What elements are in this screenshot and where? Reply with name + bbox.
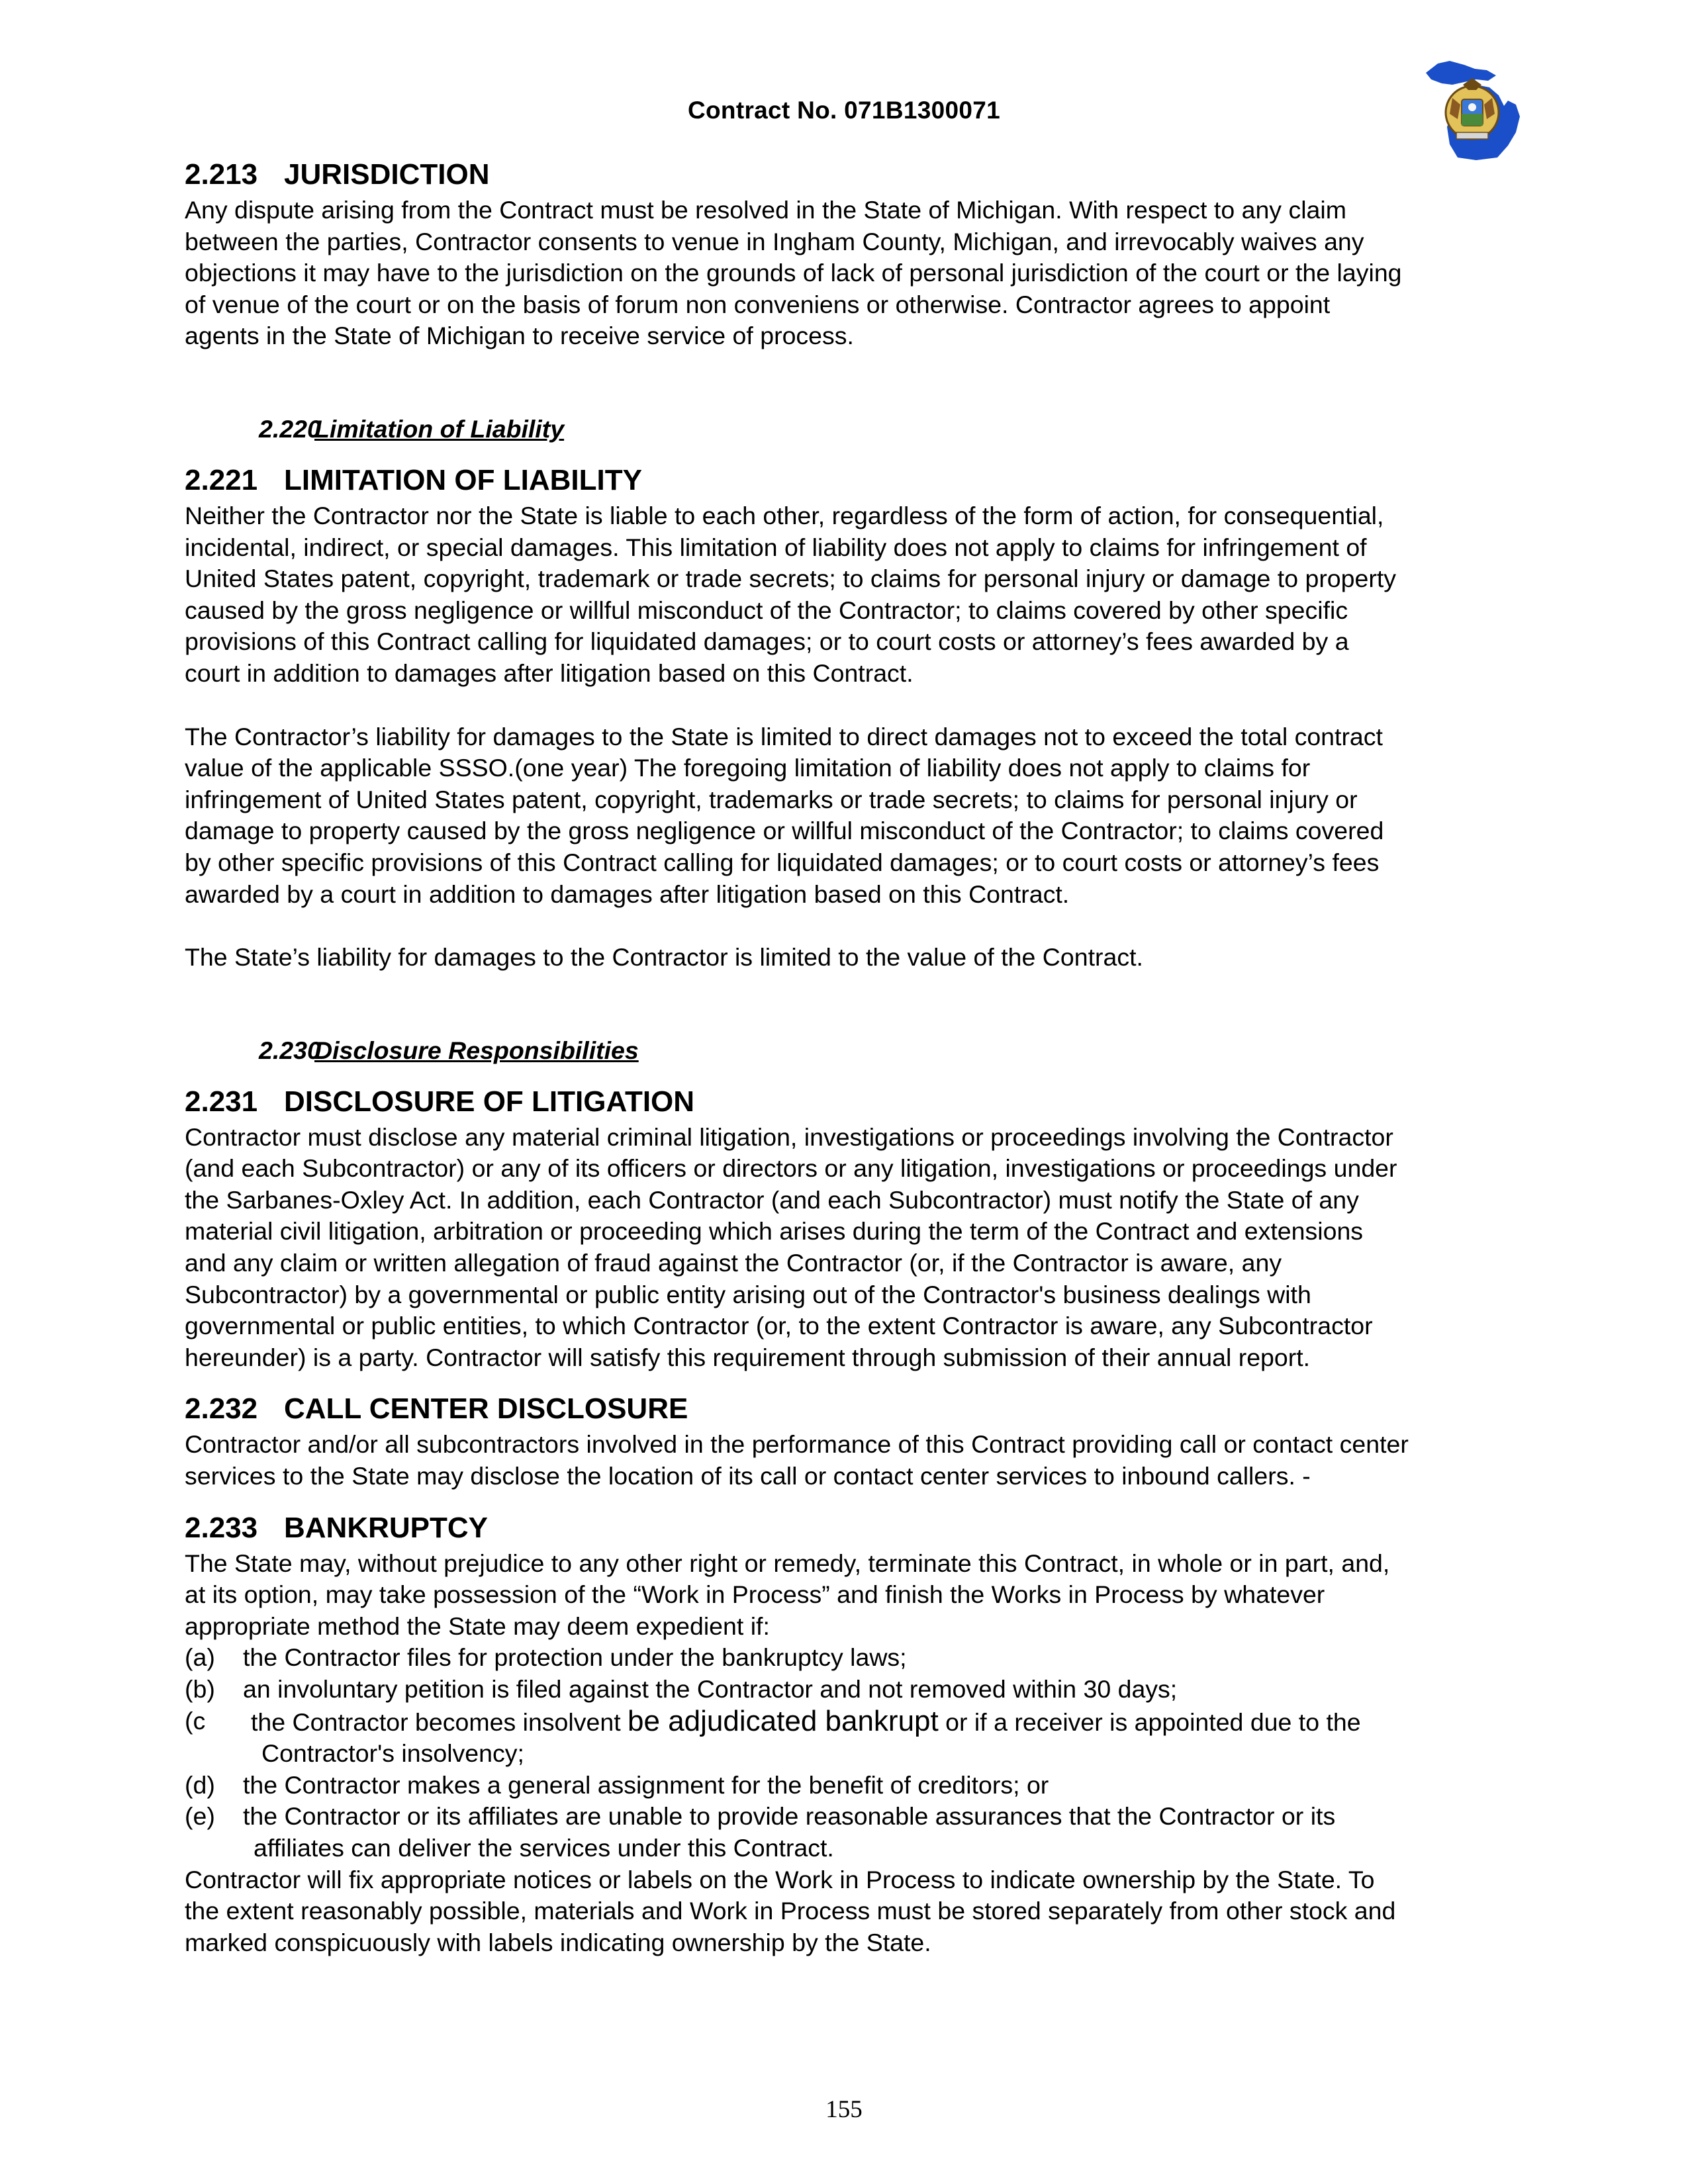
- section-heading-2-233: 2.233 BANKRUPTCY: [185, 1511, 488, 1544]
- limitation-paragraph-1: Neither the Contractor nor the State is liable to each other, regardless of the form of action, for consequential, incidental, indirect, or special damages. This limitation of liability does not apply to claims for infringement of United States patent, copyright, trademark or trade secrets; to claims for personal injury or damage to property caused by the gross negligence or willful misconduct of the Contractor; to claims covered by other specific provisions of this Contract calling for liquidated damages; or to court costs or attorney’s fees awarded by a court in addition to damages after litigation based on this Contract.: [185, 501, 1397, 687]
- bankruptcy-outro: Contractor will fix appropriate notices or labels on the Work in Process to indicate ownership by the State. To the extent reasonably possible, materials and Work in Process must be stored separately from other stock and marked conspicuously with labels indicating ownership by the State.: [185, 1865, 1396, 1956]
- contract-number-header: Contract No. 071B1300071: [688, 97, 1000, 124]
- litigation-paragraph: Contractor must disclose any material criminal litigation, investigations or proceedings involving the Contractor (and each Subcontractor) or any of its officers or directors or any litigation, investigations or proceedings under the Sarbanes-Oxley Act. In addition, each Contractor (and each Subcontractor) must notify the State of any material civil litigation, arbitration or proceeding which arises during the term of the Contract and extensions and any claim or written allegation of fraud against the Contractor (or, if the Contractor is aware, any Subcontractor) by a governmental or public entity arising out of the Contractor's business dealings with governmental or public entities, to which Contractor (or, to the extent Contractor is aware, any Subcontractor hereunder) is a party. Contractor will satisfy this requirement through submission of their annual report.: [185, 1122, 1397, 1371]
- section-heading-2-213: 2.213 JURISDICTION: [185, 158, 490, 191]
- subsection-heading-2-220: 2.220Limitation of Liability: [259, 414, 565, 443]
- limitation-paragraph-3: The State’s liability for damages to the Contractor is limited to the value of the Contract.: [185, 943, 1143, 972]
- jurisdiction-paragraph: Any dispute arising from the Contract must be resolved in the State of Michigan. With respect to any claim between the parties, Contractor consents to venue in Ingham County, Michigan, and irrevocably waives any objections it may have to the jurisdiction on the grounds of lack of personal jurisdiction of the court or the laying of venue of the court or on the basis of forum non conveniens or otherwise. Contractor agrees to appoint agents in the State of Michigan to receive service of process.: [185, 196, 1402, 350]
- list-item-c: (c the Contractor becomes insolvent be adjudicated bankrupt or if a receiver is appointed due to the Contractor's insolvency;: [185, 1704, 1361, 1768]
- bankruptcy-intro: The State may, without prejudice to any other right or remedy, terminate this Contract, in whole or in part, and, at its option, may take possession of the “Work in Process” and finish the Works in Process by whatever appropriate method the State may deem expedient if:: [185, 1549, 1390, 1640]
- section-heading-2-221: 2.221 LIMITATION OF LIABILITY: [185, 463, 642, 496]
- section-heading-2-232: 2.232 CALL CENTER DISCLOSURE: [185, 1392, 688, 1426]
- list-item-b: (b) an involuntary petition is filed against the Contractor and not removed within 30 days;: [185, 1675, 1178, 1703]
- section-heading-2-231: 2.231 DISCLOSURE OF LITIGATION: [185, 1085, 695, 1118]
- subsection-heading-2-230: 2.230Disclosure Responsibilities: [259, 1036, 639, 1064]
- call-center-paragraph: Contractor and/or all subcontractors involved in the performance of this Contract providing call or contact center services to the State may disclose the location of its call or contact center services to inbound callers. -: [185, 1430, 1409, 1490]
- document-body: [185, 155, 1548, 1958]
- page-number: 155: [825, 2096, 863, 2123]
- michigan-seal-icon: [1423, 58, 1523, 163]
- list-item-e: (e) the Contractor or its affiliates are unable to provide reasonable assurances that the Contractor or its affiliates can deliver the services under this Contract.: [185, 1802, 1336, 1862]
- list-item-a: (a) the Contractor files for protection under the bankruptcy laws;: [185, 1643, 907, 1672]
- limitation-paragraph-2: The Contractor’s liability for damages to the State is limited to direct damages not to exceed the total contract value of the applicable SSSO.(one year) The foregoing limitation of liability does not apply to claims for infringement of United States patent, copyright, trademarks or trade secrets; to claims for personal injury or damage to property caused by the gross negligence or willful misconduct of the Contractor; to claims covered by other specific provisions of this Contract calling for liquidated damages; or to court costs or attorney’s fees awarded by a court in addition to damages after litigation based on this Contract.: [185, 722, 1384, 908]
- list-item-d: (d) the Contractor makes a general assignment for the benefit of creditors; or: [185, 1770, 1049, 1799]
